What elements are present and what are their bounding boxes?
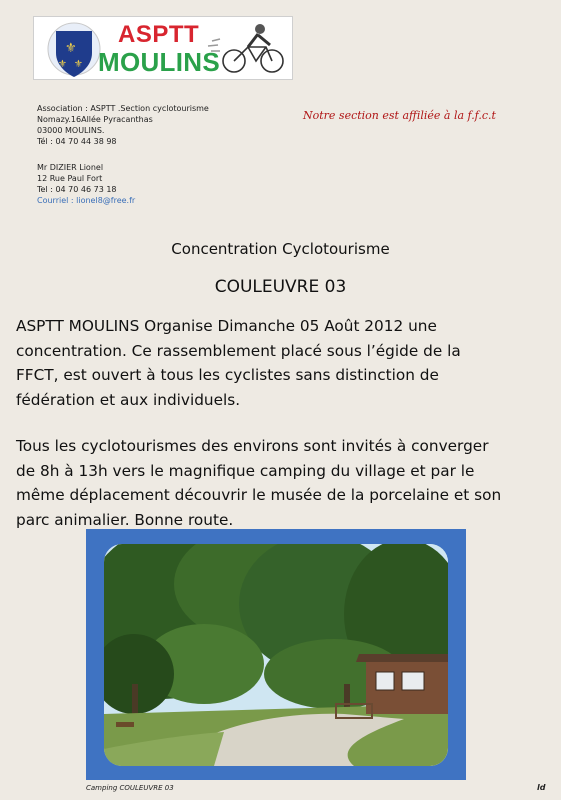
paragraph-intro — [16, 314, 544, 412]
contact-block — [37, 162, 135, 206]
event-subtitle: Concentration Cyclotourisme — [171, 240, 390, 258]
address-line: Nomazy.16Allée Pyracanthas — [37, 115, 153, 124]
asptt-moulins-logo — [33, 16, 293, 80]
photo-caption: Camping COULEUVRE 03 — [86, 784, 174, 792]
photo-frame — [86, 529, 466, 780]
paragraph-line: même déplacement découvrir le musée de la porcelaine et son — [16, 486, 502, 504]
logo-asptt-text: ASPTT — [118, 21, 200, 48]
association-address — [37, 103, 209, 147]
paragraph-line: Tous les cyclotourismes des environs sont invités à converger — [16, 437, 489, 455]
paragraph-line: FFCT, est ouvert à tous les cyclistes sans distinction de — [16, 366, 439, 384]
fleur-de-lis-shield-icon — [48, 23, 100, 77]
contact-phone: Tel : 04 70 46 73 18 — [37, 185, 117, 194]
address-phone: Tél : 04 70 44 38 98 — [37, 137, 117, 146]
logo-moulins-text: MOULINS — [98, 47, 220, 77]
svg-text:⚜: ⚜ — [74, 59, 83, 70]
paragraph-invitation — [16, 434, 544, 532]
camping-scene — [104, 544, 448, 766]
paragraph-line: concentration. Ce rassemblement placé sous l’égide de la — [16, 341, 461, 360]
camping-photo — [104, 544, 448, 766]
svg-text:⚜: ⚜ — [65, 41, 77, 56]
svg-text:⚜: ⚜ — [58, 59, 67, 70]
contact-street: 12 Rue Paul Fort — [37, 174, 103, 183]
event-title: COULEUVRE 03 — [214, 277, 347, 297]
author-initials: ld — [537, 783, 546, 792]
paragraph-line: de 8h à 13h vers le magnifique camping du village et par le — [16, 461, 475, 480]
contact-email-link[interactable]: Courriel : lionel8@free.fr — [37, 196, 136, 205]
paragraph-line: fédération et aux individuels. — [16, 390, 241, 409]
paragraph-line: parc animalier. Bonne route. — [16, 510, 234, 529]
address-line: 03000 MOULINS. — [37, 126, 105, 135]
paragraph-line: ASPTT MOULINS Organise Dimanche 05 Août 2012 une — [16, 317, 437, 335]
contact-name: Mr DIZIER Lionel — [37, 163, 104, 172]
address-line: Association : ASPTT .Section cyclotourisme — [37, 104, 209, 113]
affiliation-note: Notre section est affiliée à la f.f.c.t — [303, 109, 496, 122]
